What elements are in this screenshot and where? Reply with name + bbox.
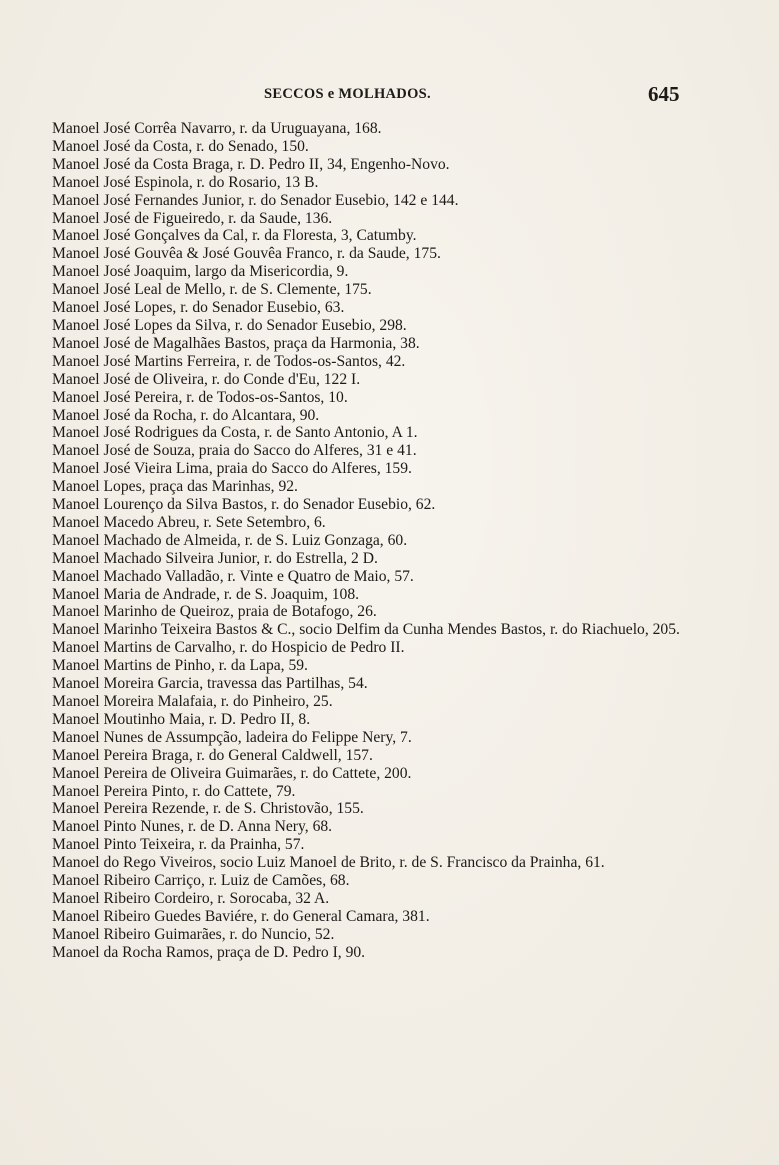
directory-entry: Manoel José Espinola, r. do Rosario, 13 B.: [52, 173, 319, 191]
directory-entry: Manoel Pinto Teixeira, r. da Prainha, 57.: [52, 836, 305, 854]
running-head: SECCOS e MOLHADOS.: [264, 86, 431, 102]
directory-entry: Manoel José de Magalhães Bastos, praça da Harmonia, 38.: [52, 334, 420, 352]
directory-entry: Manoel Martins de Carvalho, r. do Hospicio de Pedro II.: [52, 639, 405, 657]
directory-entry: Manoel José Leal de Mello, r. de S. Clemente, 175.: [52, 281, 372, 299]
directory-entry: Manoel Moutinho Maia, r. D. Pedro II, 8.: [52, 710, 311, 728]
directory-entry: Manoel José Vieira Lima, praia do Sacco do Alferes, 159.: [52, 460, 412, 478]
directory-entry: Manoel José Gouvêa & José Gouvêa Franco, r. da Saude, 175.: [52, 245, 441, 263]
directory-entry: Manoel José da Costa Braga, r. D. Pedro II, 34, Engenho-Novo.: [52, 155, 450, 173]
directory-entries-list: [52, 120, 712, 962]
directory-entry: Manoel Marinho Teixeira Bastos & C., socio Delfim da Cunha Mendes Bastos, r. do Riachuelo, 205.: [52, 621, 680, 639]
directory-entry: Manoel Lopes, praça das Marinhas, 92.: [52, 478, 298, 496]
directory-entry: Manoel Nunes de Assumpção, ladeira do Felippe Nery, 7.: [52, 728, 412, 746]
directory-entry: Manoel Lourenço da Silva Bastos, r. do Senador Eusebio, 62.: [52, 496, 436, 514]
directory-entry: Manoel Pereira de Oliveira Guimarães, r. do Cattete, 200.: [52, 764, 412, 782]
directory-entry: Manoel Ribeiro Guimarães, r. do Nuncio, 52.: [52, 925, 335, 943]
directory-entry: Manoel da Rocha Ramos, praça de D. Pedro I, 90.: [52, 943, 366, 961]
directory-entry: Manoel Moreira Malafaia, r. do Pinheiro, 25.: [52, 693, 333, 710]
page-number: 645: [648, 82, 680, 106]
directory-entry: Manoel Machado Silveira Junior, r. do Estrella, 2 D.: [52, 549, 378, 567]
directory-entry: Manoel José Joaquim, largo da Misericordia, 9.: [52, 263, 349, 281]
directory-entry: Manoel Martins de Pinho, r. da Lapa, 59.: [52, 657, 308, 675]
directory-entry: Manoel Moreira Garcia, travessa das Partilhas, 54.: [52, 675, 368, 693]
directory-entry: Manoel Ribeiro Carriço, r. Luiz de Camões, 68.: [52, 872, 350, 890]
directory-entry: Manoel Machado Valladão, r. Vinte e Quatro de Maio, 57.: [52, 567, 414, 585]
directory-entry: Manoel Macedo Abreu, r. Sete Setembro, 6.: [52, 513, 326, 531]
directory-entry: Manoel Marinho de Queiroz, praia de Botafogo, 26.: [52, 603, 377, 621]
directory-entry: Manoel José de Souza, praia do Sacco do Alferes, 31 e 41.: [52, 442, 417, 460]
directory-entry: Manoel Ribeiro Guedes Baviére, r. do General Camara, 381.: [52, 907, 430, 925]
directory-entry: Manoel do Rego Viveiros, socio Luiz Manoel de Brito, r. de S. Francisco da Prainha, 61.: [52, 854, 605, 872]
directory-entry: Manoel José Corrêa Navarro, r. da Uruguayana, 168.: [52, 120, 382, 137]
directory-entry: Manoel Machado de Almeida, r. de S. Luiz Gonzaga, 60.: [52, 531, 408, 549]
directory-entry: Manoel José Pereira, r. de Todos-os-Santos, 10.: [52, 388, 348, 406]
directory-entry: Manoel Ribeiro Cordeiro, r. Sorocaba, 32 A.: [52, 889, 330, 907]
directory-entry: Manoel José Martins Ferreira, r. de Todos-os-Santos, 42.: [52, 352, 406, 370]
directory-entry: Manoel Maria de Andrade, r. de S. Joaquim, 108.: [52, 585, 360, 603]
directory-entry: Manoel Pereira Braga, r. do General Caldwell, 157.: [52, 746, 373, 764]
directory-entry: Manoel José Rodrigues da Costa, r. de Santo Antonio, A 1.: [52, 424, 418, 442]
page-header: [0, 82, 779, 110]
directory-entry: Manoel José da Costa, r. do Senado, 150.: [52, 137, 309, 155]
directory-entry: Manoel José Lopes da Silva, r. do Senador Eusebio, 298.: [52, 316, 407, 334]
directory-entry: Manoel José Lopes, r. do Senador Eusebio, 63.: [52, 299, 345, 317]
directory-entry: Manoel Pereira Pinto, r. do Cattete, 79.: [52, 782, 296, 800]
directory-entry: Manoel José de Figueiredo, r. da Saude, 136.: [52, 209, 333, 227]
directory-entry: Manoel José Fernandes Junior, r. do Senador Eusebio, 142 e 144.: [52, 191, 459, 209]
directory-entry: Manoel Pereira Rezende, r. de S. Christovão, 155.: [52, 800, 364, 818]
directory-entry: Manoel José de Oliveira, r. do Conde d'Eu, 122 I.: [52, 370, 361, 388]
directory-entry: Manoel José da Rocha, r. do Alcantara, 90.: [52, 406, 320, 424]
directory-entry: Manoel José Gonçalves da Cal, r. da Floresta, 3, Catumby.: [52, 227, 417, 245]
directory-entry: Manoel Pinto Nunes, r. de D. Anna Nery, 68.: [52, 818, 333, 836]
